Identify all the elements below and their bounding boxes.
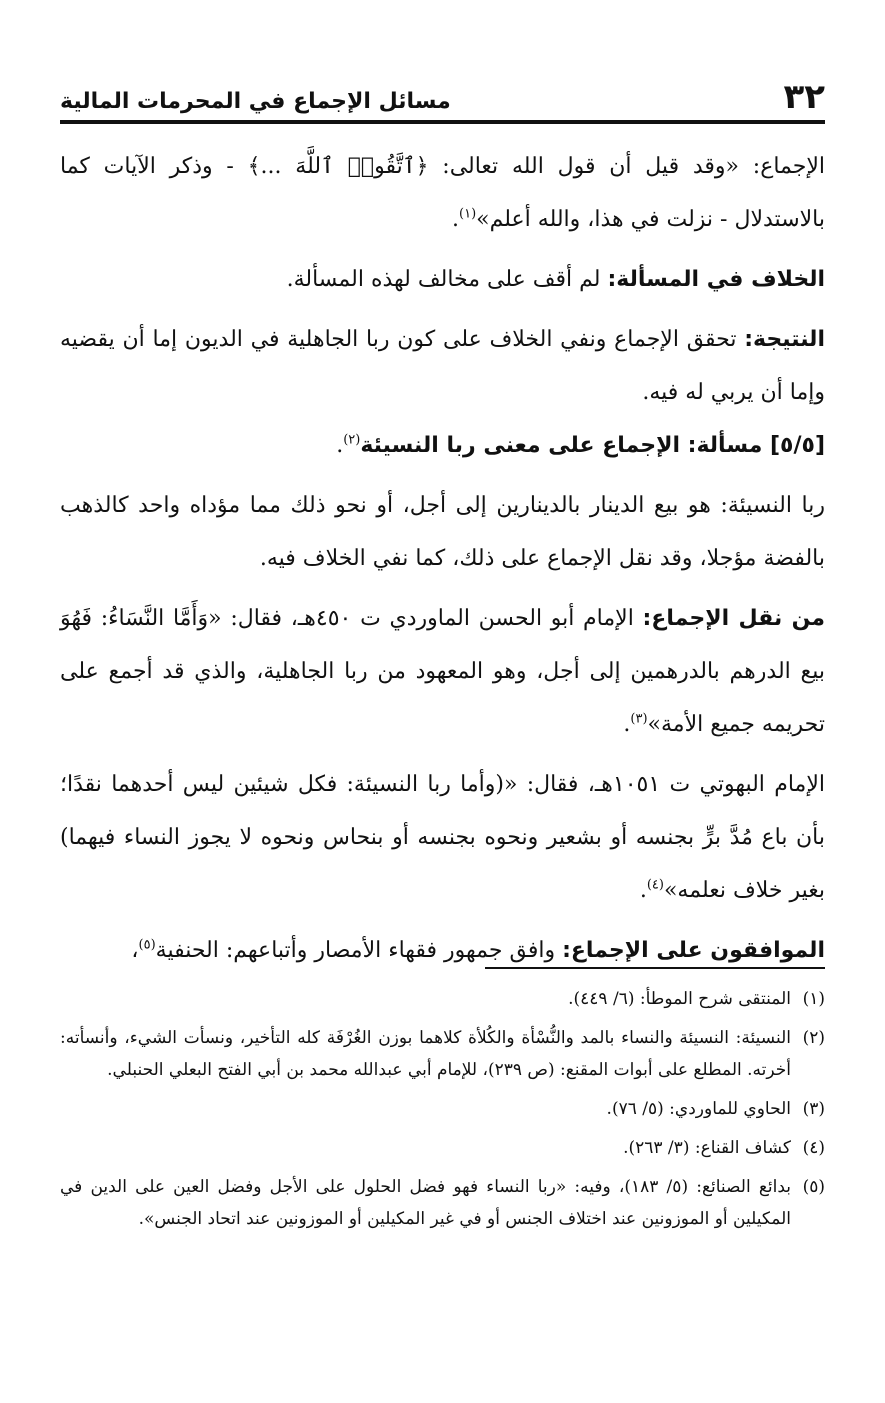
page-number: ٣٢	[783, 77, 825, 117]
paragraph-ijma-quote: الإجماع: «وقد قيل أن قول الله تعالى: ﴿ٱتَّقُوا۟ ٱللَّهَ ...﴾ - وذكر الآيات كما بالاستدلال - نزلت في هذا، والله أعلم»$^{(١)}$.	[60, 154, 825, 232]
paragraph-label: النتيجة:	[744, 327, 825, 352]
footnote-number: (٥)	[802, 1177, 825, 1197]
footnote-item	[60, 1171, 825, 1235]
paragraph-text: الإمام أبو الحسن الماوردي ت ٤٥٠هـ، فقال: «وَأَمَّا النَّسَاءُ: فَهُوَ بيع الدرهم بالدرهمين إلى أجل، وهو المعهود من ربا الجاهلية، والذي قد أجمع على تحريمه جميع الأمة»	[60, 606, 825, 737]
footnote-number: (٤)	[802, 1138, 825, 1158]
paragraph-buhuti: الإمام البهوتي ت ١٠٥١هـ، فقال: «(وأما ربا النسيئة: فكل شيئين ليس أحدهما نقدًا؛ بأن باع مُدَّ برٍّ بجنسه أو بشعير ونحوه بجنسه أو بنحاس ونحوه لا يجوز النساء فيهما) بغير خلاف نعلمه»$^{(٤)}$.	[60, 772, 825, 903]
page-header	[60, 68, 825, 124]
paragraph-text: وافق جمهور فقهاء الأمصار وأتباعهم: الحنفية	[155, 938, 563, 963]
paragraph-mawardi: من نقل الإجماع: الإمام أبو الحسن الماوردي ت ٤٥٠هـ، فقال: «وَأَمَّا النَّسَاءُ: فَهُوَ بيع الدرهم بالدرهمين إلى أجل، وهو المعهود من ربا الجاهلية، والذي قد أجمع على تحريمه جميع الأمة»$^{(٣)}$.	[60, 606, 825, 737]
footnote-number: (١)	[802, 989, 825, 1009]
paragraph-text: الإمام البهوتي ت ١٠٥١هـ، فقال: «(وأما ربا النسيئة: فكل شيئين ليس أحدهما نقدًا؛ بأن باع مُدَّ برٍّ بجنسه أو بشعير ونحوه بجنسه أو بنحاس ونحوه لا يجوز النساء فيهما) بغير خلاف نعلمه»	[60, 772, 825, 903]
footnote-number: (٢)	[802, 1028, 825, 1048]
footnote-ref: (١)	[459, 206, 477, 222]
paragraph-agreeing: الموافقون على الإجماع: وافق جمهور فقهاء الأمصار وأتباعهم: الحنفية$^{(٥)}$،	[131, 937, 825, 963]
footnotes	[60, 983, 825, 1242]
footnote-ref: (٢)	[343, 432, 361, 448]
footnote-ref: (٥)	[138, 937, 156, 953]
paragraph-text: لم أقف على مخالف لهذه المسألة.	[286, 267, 608, 292]
paragraph-text: ربا النسيئة: هو بيع الدينار بالدينارين إلى أجل، أو نحو ذلك مما مؤداه واحد كالذهب بالفضة مؤجلا، وقد نقل الإجماع على ذلك، كما نفي الخلاف فيه.	[60, 493, 825, 571]
footnote-text: بدائع الصنائع: (٥/ ١٨٣)، وفيه: «ربا النساء فهو فضل الحلول على الأجل وفضل العين على الدين في المكيلين أو الموزونين عند اختلاف الجنس أو في غير المكيلين أو الموزونين عند اتحاد الجنس».	[60, 1177, 791, 1229]
footnote-text: النسيئة: النسيئة والنساء بالمد والنُّسْأة والكُلأة كلاهما بوزن الغُرْفَة كله التأخير، ونسأت الشيء، وأنسأته: أخرته. المطلع على أبوات المقنع: (ص ٢٣٩)، للإمام أبي عبدالله محمد بن أبي الفتح البعلي الحنبلي.	[60, 1028, 791, 1080]
footnote-item	[60, 1022, 825, 1086]
paragraph-definition	[60, 479, 825, 585]
footnote-text: المنتقى شرح الموطأ: (٦/ ٤٤٩).	[568, 989, 791, 1009]
footnote-ref: (٤)	[646, 877, 664, 893]
footnote-item	[60, 1132, 825, 1164]
footnote-item	[60, 1093, 825, 1125]
footnote-text: كشاف القناع: (٣/ ٢٦٣).	[623, 1138, 791, 1158]
paragraph-label: الموافقون على الإجماع:	[562, 938, 825, 963]
running-title: مسائل الإجماع في المحرمات المالية	[60, 89, 451, 114]
paragraph-text: الإجماع: «وقد قيل أن قول الله تعالى: ﴿ٱتَّقُوا۟ ٱللَّهَ ...﴾ - وذكر الآيات كما بالاستدلال - نزلت في هذا، والله أعلم»	[60, 154, 825, 232]
paragraph-text: تحقق الإجماع ونفي الخلاف على كون ربا الجاهلية في الديون إما أن يقضيه وإما أن يربي له فيه.	[60, 327, 825, 405]
paragraph-result	[60, 313, 825, 419]
footnote-number: (٣)	[802, 1099, 825, 1119]
footnote-item	[60, 983, 825, 1015]
paragraph-label: الخلاف في المسألة:	[607, 267, 825, 292]
section-heading: [٥/٥] مسألة: الإجماع على معنى ربا النسيئة$^{(٢)}$.	[336, 432, 825, 458]
section-heading-text: [٥/٥] مسألة: الإجماع على معنى ربا النسيئة	[360, 433, 825, 458]
main-text	[60, 140, 825, 977]
footnote-ref: (٣)	[630, 711, 648, 727]
paragraph-label: من نقل الإجماع:	[642, 606, 825, 631]
footnote-text: الحاوي للماوردي: (٥/ ٧٦).	[606, 1099, 791, 1119]
paragraph-disagreement	[60, 253, 825, 306]
footnote-separator	[485, 967, 825, 969]
